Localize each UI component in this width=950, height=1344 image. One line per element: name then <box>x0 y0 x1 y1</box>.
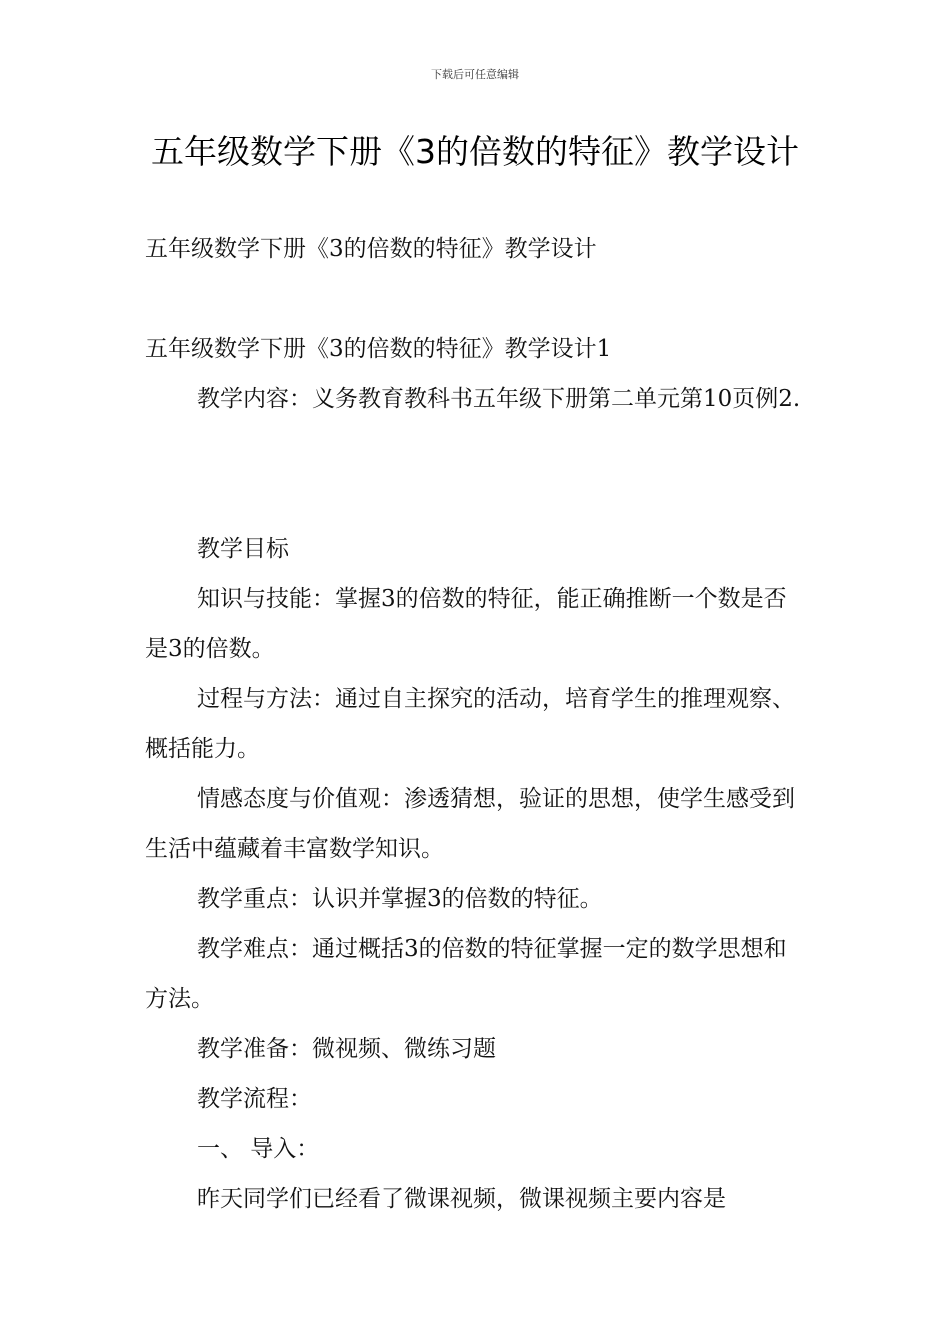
section-heading-1: 五年级数学下册《3的倍数的特征》教学设计1 <box>145 336 612 362</box>
teaching-process-heading: 教学流程： <box>197 1086 312 1112</box>
teaching-content-paragraph: 教学内容：义务教育教科书五年级下册第二单元第10页例2. <box>197 386 801 412</box>
teaching-goals-heading: 教学目标 <box>197 536 289 562</box>
introduction-paragraph: 昨天同学们已经看了微课视频，微课视频主要内容是 <box>197 1186 726 1212</box>
introduction-heading: 一、 导入： <box>197 1136 320 1162</box>
teaching-difficulty-paragraph: 教学难点：通过概括3的倍数的特征掌握一定的数学思想和方法。 <box>145 936 787 1012</box>
knowledge-skills-paragraph: 知识与技能：掌握3的倍数的特征，能正确推断一个数是否是3的倍数。 <box>145 586 787 662</box>
subtitle-paragraph: 五年级数学下册《3的倍数的特征》教学设计 <box>145 236 597 262</box>
header-note: 下载后可任意编辑 <box>431 68 519 81</box>
emotion-values-paragraph: 情感态度与价值观：渗透猜想，验证的思想，使学生感受到生活中蕴藏着丰富数学知识。 <box>145 786 795 862</box>
teaching-preparation-paragraph: 教学准备：微视频、微练习题 <box>197 1036 496 1062</box>
document-title: 五年级数学下册《3的倍数的特征》教学设计 <box>151 132 799 171</box>
teaching-focus-paragraph: 教学重点：认识并掌握3的倍数的特征。 <box>197 886 603 912</box>
process-method-paragraph: 过程与方法：通过自主探究的活动，培育学生的推理观察、概括能力。 <box>145 686 795 762</box>
